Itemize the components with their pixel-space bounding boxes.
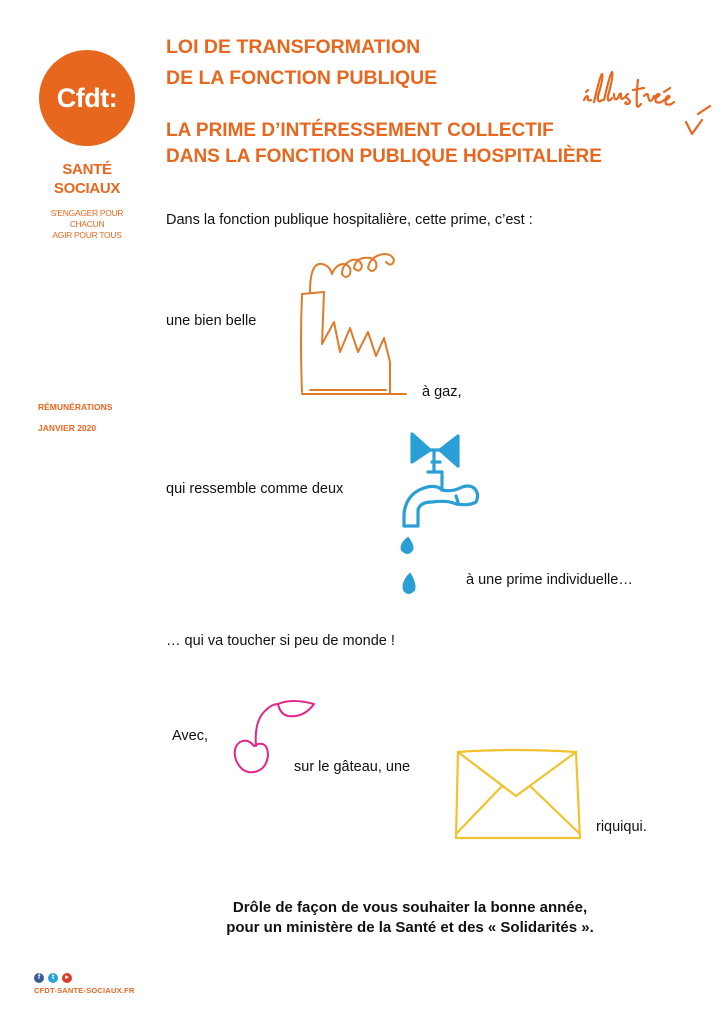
page-subtitle — [166, 118, 602, 170]
envelope-drawing — [454, 746, 584, 842]
closing-line2: pour un ministère de la Santé et des « Solidarités ». — [226, 919, 594, 936]
cfdt-logo — [39, 50, 135, 146]
closing-line1: Drôle de façon de vous souhaiter la bonne année, — [232, 899, 588, 916]
cherry-drawing — [228, 696, 324, 778]
footer-url[interactable]: CFDT-SANTE-SOCIAUX.FR — [34, 986, 135, 995]
page-title — [166, 32, 437, 94]
intro-text: Dans la fonction publique hospitalière, cette prime, c’est : — [166, 212, 533, 228]
logo-text: Cfdt: — [56, 82, 118, 113]
text-avec: Avec, — [172, 728, 209, 744]
text-ressemble: qui ressemble comme deux — [166, 481, 344, 497]
date-label: JANVIER 2020 — [38, 423, 97, 433]
text-peu-de-monde: … qui va toucher si peu de monde ! — [166, 633, 395, 649]
title-line1: LOI DE TRANSFORMATION — [166, 36, 421, 58]
text-a-gaz: à gaz, — [422, 384, 462, 400]
closing-message — [150, 898, 670, 938]
faucet-drawing — [396, 432, 496, 604]
youtube-icon[interactable]: ▸ — [62, 973, 72, 983]
logo-tagline — [40, 208, 134, 241]
factory-drawing — [296, 252, 416, 398]
text-riquiqui: riquiqui. — [596, 819, 647, 835]
facebook-icon[interactable]: f — [34, 973, 44, 983]
subtitle-line1: LA PRIME D’INTÉRESSEMENT COLLECTIF — [166, 120, 554, 141]
logo-sub-line2: SOCIAUX — [53, 180, 121, 197]
text-sur-le-gateau: sur le gâteau, une — [294, 759, 411, 775]
logo-subtitle — [40, 160, 134, 198]
twitter-icon[interactable]: t — [48, 973, 58, 983]
text-prime-individuelle: à une prime individuelle… — [466, 572, 633, 588]
subtitle-line2: DANS LA FONCTION PUBLIQUE HOSPITALIÈRE — [166, 146, 602, 167]
category-label: RÉMUNÉRATIONS — [38, 402, 113, 412]
logo-tagline-line2: AGIR POUR TOUS — [52, 230, 122, 240]
text-une-bien-belle: une bien belle — [166, 313, 257, 329]
logo-tagline-line1: S'ENGAGER POUR CHACUN — [50, 208, 124, 229]
title-line2: DE LA FONCTION PUBLIQUE — [166, 67, 438, 89]
logo-sub-line1: SANTÉ — [62, 161, 112, 178]
